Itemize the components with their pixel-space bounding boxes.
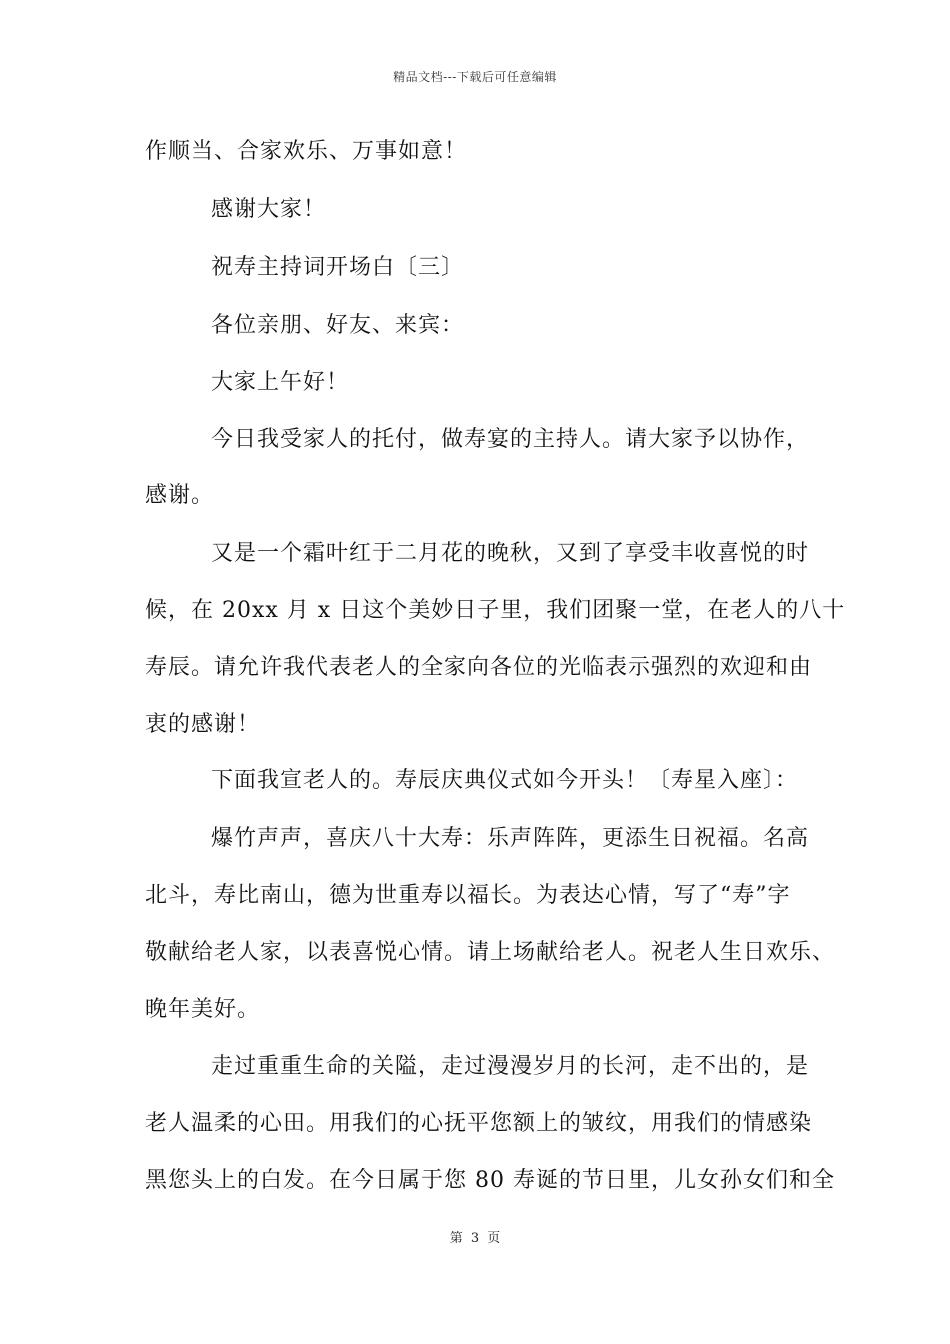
text-line: 候，在 20xx 月 x 日这个美妙日子里，我们团聚一堂，在老人的八十 <box>145 598 846 623</box>
text-line: 老人温柔的心田。用我们的心抚平您额上的皱纹，用我们的情感染 <box>145 1111 813 1136</box>
text-line: 大家上午好！ <box>211 370 350 395</box>
page-header: 精品文档---下载后可任意编辑 <box>393 70 557 84</box>
text-line: 各位亲朋、好友、来宾： <box>211 313 465 338</box>
text-line: 北斗，寿比南山，德为世重寿以福长。为表达心情，写了“寿”字 <box>145 883 791 908</box>
text-line: 衷的感谢！ <box>145 712 261 737</box>
text-line: 走过重重生命的关隘，走过漫漫岁月的长河，走不出的，是 <box>211 1054 810 1079</box>
text-line: 敬献给老人家，以表喜悦心情。请上场献给老人。祝老人生日欢乐、 <box>145 940 836 965</box>
text-line: 晚年美好。 <box>145 997 261 1022</box>
text-line: 感谢大家！ <box>211 197 327 222</box>
text-line: 感谢。 <box>145 483 215 508</box>
text-line: 寿辰。请允许我代表老人的全家向各位的光临表示强烈的欢迎和由 <box>145 655 813 680</box>
page-number: 第 3 页 <box>449 1231 501 1246</box>
text-line: 爆竹声声，喜庆八十大寿：乐声阵阵，更添生日祝福。名高 <box>211 826 810 851</box>
text-line: 作顺当、合家欢乐、万事如意！ <box>145 139 468 164</box>
section-heading: 祝寿主持词开场白〔三〕 <box>211 255 465 280</box>
text-line: 下面我宣老人的。寿辰庆典仪式如今开头！〔寿星入座〕： <box>211 768 799 793</box>
text-line: 又是一个霜叶红于二月花的晚秋，又到了享受丰收喜悦的时 <box>211 541 810 566</box>
text-line: 今日我受家人的托付，做寿宴的主持人。请大家予以协作， <box>211 427 810 452</box>
text-line: 黑您头上的白发。在今日属于您 80 寿诞的节日里，儿女孙女们和全 <box>145 1168 835 1193</box>
